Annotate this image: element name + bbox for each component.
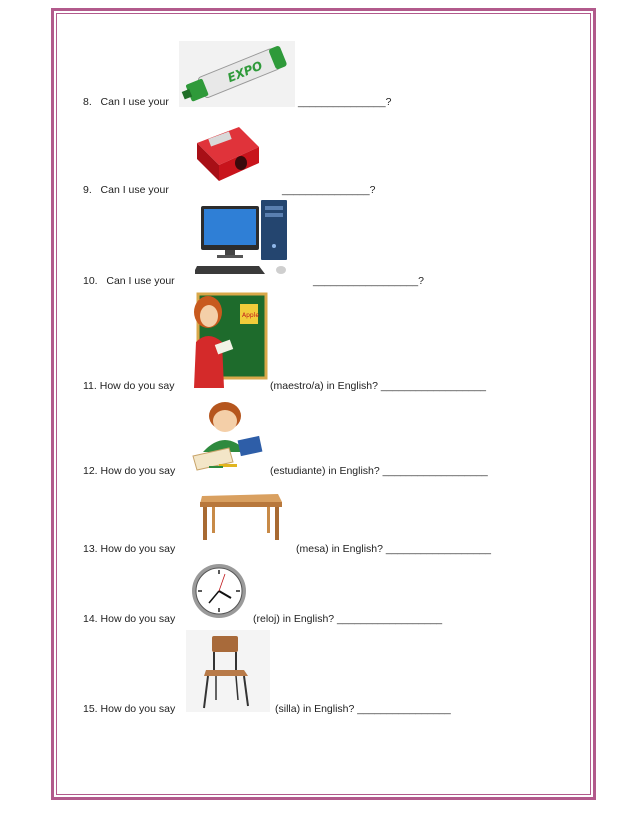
question-prefix: How do you say <box>100 465 176 477</box>
question-prefix: Can I use your <box>100 96 169 108</box>
answer-blank-9[interactable]: _______________? <box>282 184 376 196</box>
question-11 <box>83 380 174 392</box>
pencil-sharpener-image <box>189 121 265 187</box>
question-prefix: How do you say <box>100 703 176 715</box>
question-14 <box>83 613 175 625</box>
question-number: 11. <box>83 380 97 392</box>
question-prefix: How do you say <box>100 543 176 555</box>
teacher-image <box>186 290 268 388</box>
question-number: 13. <box>83 543 98 555</box>
answer-blank-15[interactable]: (silla) in English? ________________ <box>275 703 451 715</box>
question-number: 12. <box>83 465 98 477</box>
answer-blank-14[interactable]: (reloj) in English? __________________ <box>253 613 443 625</box>
answer-blank-13[interactable]: (mesa) in English? __________________ <box>296 543 491 555</box>
chair-image <box>186 630 270 712</box>
question-number: 15. <box>83 703 98 715</box>
dry-erase-marker-image <box>179 41 295 107</box>
question-10 <box>83 275 175 287</box>
question-prefix: How do you say <box>99 380 175 392</box>
answer-blank-11[interactable]: (maestro/a) in English? __________________ <box>270 380 486 392</box>
question-number: 14. <box>83 613 98 625</box>
page-border-inner <box>56 13 591 795</box>
question-12 <box>83 465 175 477</box>
board-logo-text: Apple <box>242 312 260 319</box>
question-9 <box>83 184 169 196</box>
table-image <box>198 488 284 542</box>
question-prefix: How do you say <box>100 613 176 625</box>
answer-blank-10[interactable]: __________________? <box>313 275 424 287</box>
question-number: 8. <box>83 96 92 108</box>
answer-blank-12[interactable]: (estudiante) in English? __________________ <box>270 465 488 477</box>
clock-image <box>189 562 249 620</box>
question-prefix: Can I use your <box>100 184 169 196</box>
answer-blank-8[interactable]: _______________? <box>298 96 392 108</box>
question-13 <box>83 543 175 555</box>
question-number: 9. <box>83 184 92 196</box>
computer-image <box>195 198 295 278</box>
question-prefix: Can I use your <box>106 275 175 287</box>
question-15 <box>83 703 175 715</box>
question-number: 10. <box>83 275 98 287</box>
question-8 <box>83 96 169 108</box>
student-image <box>189 394 267 472</box>
marker-brand-text: EXPO <box>225 58 265 86</box>
